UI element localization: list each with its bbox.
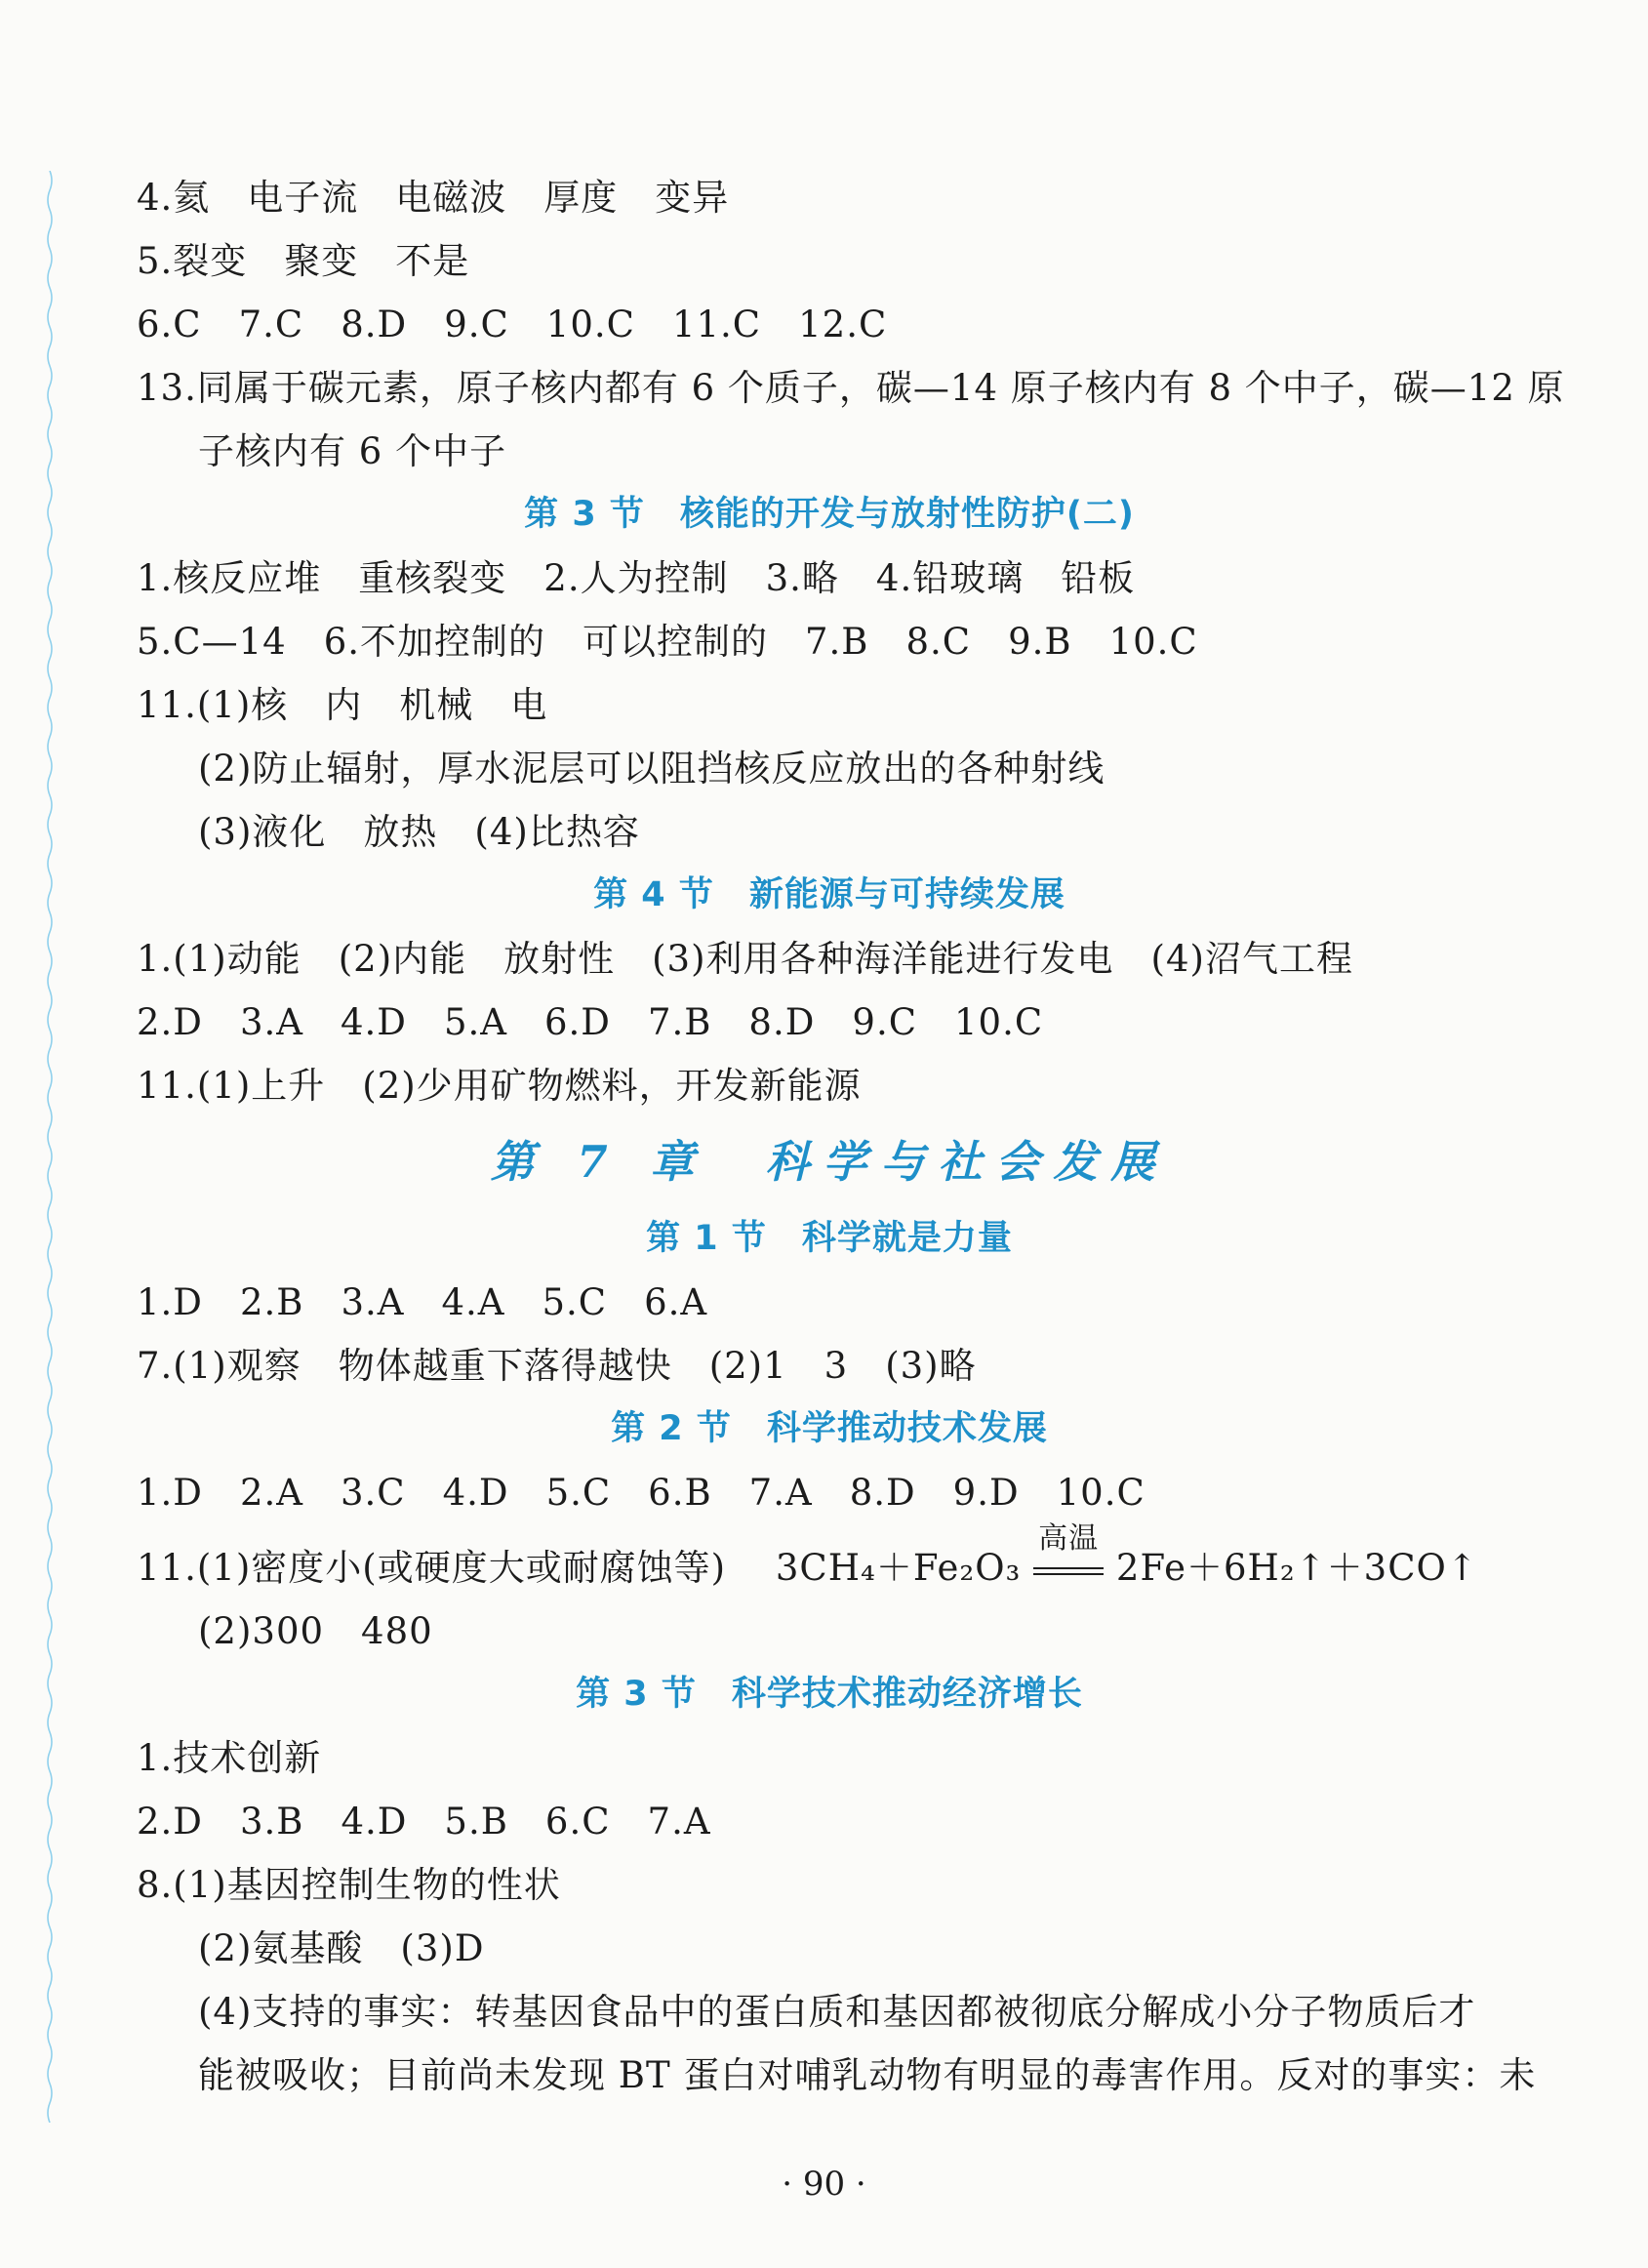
answer-line: 1.(1)动能 (2)内能 放射性 (3)利用各种海洋能进行发电 (4)沼气工程 bbox=[137, 938, 1353, 980]
formula-prefix: 11.(1)密度小(或硬度大或耐腐蚀等) bbox=[137, 1547, 764, 1589]
answer-line: 13.同属于碳元素，原子核内都有 6 个质子，碳—14 原子核内有 8 个中子，碳—12 原 bbox=[137, 367, 1565, 409]
answer-line: 5.C—14 6.不加控制的 可以控制的 7.B 8.C 9.B 10.C bbox=[137, 621, 1198, 663]
answer-line: (4)支持的事实：转基因食品中的蛋白质和基因都被彻底分解成小分子物质后才 bbox=[198, 1991, 1476, 2033]
answer-line: 8.(1)基因控制生物的性状 bbox=[137, 1864, 561, 1906]
answer-line: 子核内有 6 个中子 bbox=[198, 430, 507, 472]
equation-rhs: 2Fe＋6H₂↑＋3CO↑ bbox=[1115, 1547, 1478, 1589]
equation-lhs: 3CH₄＋Fe₂O₃ bbox=[775, 1547, 1022, 1589]
answer-line: 1.D 2.B 3.A 4.A 5.C 6.A bbox=[137, 1281, 708, 1323]
section-heading: 第 2 节 科学推动技术发展 bbox=[611, 1409, 1048, 1448]
answer-line: 11.(1)核 内 机械 电 bbox=[137, 684, 548, 726]
reaction-condition bbox=[1033, 1521, 1104, 1600]
chapter-heading: 第 7 章 科学与社会发展 bbox=[490, 1136, 1169, 1188]
answer-line: (2)300 480 bbox=[198, 1610, 433, 1652]
answer-line: 11.(1)上升 (2)少用矿物燃料，开发新能源 bbox=[137, 1065, 862, 1107]
margin-decoration bbox=[46, 171, 54, 2123]
answer-line: 1.D 2.A 3.C 4.D 5.C 6.B 7.A 8.D 9.D 10.C bbox=[137, 1472, 1146, 1514]
answer-line: 1.技术创新 bbox=[137, 1737, 322, 1779]
answer-line: 2.D 3.A 4.D 5.A 6.D 7.B 8.D 9.C 10.C bbox=[137, 1001, 1044, 1043]
section-heading: 第 3 节 科学技术推动经济增长 bbox=[576, 1675, 1083, 1714]
answer-line: 7.(1)观察 物体越重下落得越快 (2)1 3 (3)略 bbox=[137, 1345, 977, 1387]
answer-line: (2)氨基酸 (3)D bbox=[198, 1927, 485, 1969]
chemical-equation bbox=[775, 1521, 1478, 1600]
answer-line: (3)液化 放热 (4)比热容 bbox=[198, 811, 640, 853]
answer-line: 5.裂变 聚变 不是 bbox=[137, 240, 470, 282]
answer-content bbox=[137, 166, 1565, 2107]
condition-label: 高温 bbox=[1038, 1521, 1100, 1556]
section-heading: 第 3 节 核能的开发与放射性防护(二) bbox=[524, 495, 1135, 534]
answer-line: 能被吸收；目前尚未发现 BT 蛋白对哺乳动物有明显的毒害作用。反对的事实：未 bbox=[198, 2054, 1537, 2096]
section-heading: 第 1 节 科学就是力量 bbox=[646, 1219, 1013, 1258]
answer-line: 1.核反应堆 重核裂变 2.人为控制 3.略 4.铅玻璃 铅板 bbox=[137, 557, 1136, 599]
formula-line bbox=[137, 1521, 1522, 1600]
answer-line: 2.D 3.B 4.D 5.B 6.C 7.A bbox=[137, 1801, 711, 1843]
section-heading: 第 4 节 新能源与可持续发展 bbox=[593, 875, 1065, 914]
answer-line: 6.C 7.C 8.D 9.C 10.C 11.C 12.C bbox=[137, 304, 888, 345]
answer-line: 4.氦 电子流 电磁波 厚度 变异 bbox=[137, 177, 730, 219]
answer-line: (2)防止辐射，厚水泥层可以阻挡核反应放出的各种射线 bbox=[198, 748, 1105, 790]
page-number: · 90 · bbox=[782, 2165, 866, 2204]
